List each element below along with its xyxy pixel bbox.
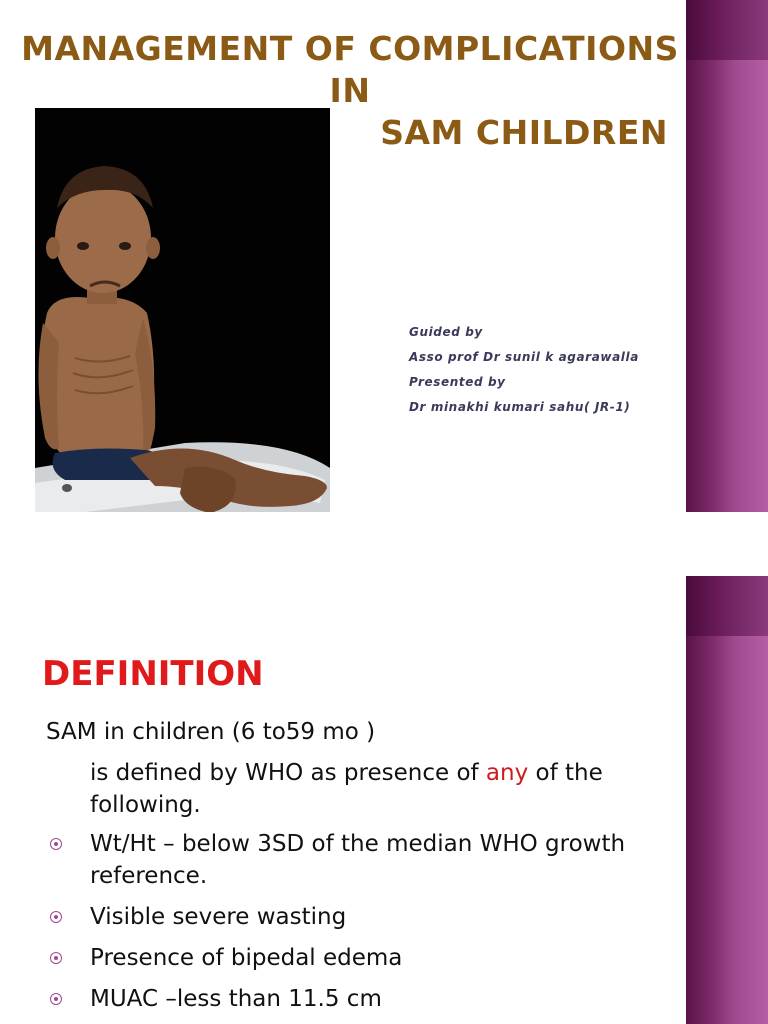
bullet-icon [50, 838, 62, 850]
list-item [46, 828, 646, 892]
credits-block [409, 320, 679, 420]
credit-line: Presented by [409, 375, 506, 389]
slide-gap [0, 512, 686, 576]
title-line-1: MANAGEMENT OF COMPLICATIONS IN [21, 29, 679, 110]
list-item-text: Presence of bipedal edema [90, 945, 403, 971]
credit-line: Guided by [409, 325, 483, 339]
definition-heading: DEFINITION [42, 654, 264, 694]
credit-line: Dr minakhi kumari sahu( JR-1) [409, 400, 631, 414]
title-line-2: SAM CHILDREN [380, 113, 668, 152]
definition-intro: SAM in children (6 to59 mo ) [46, 719, 376, 745]
list-item-text: Visible severe wasting [90, 904, 347, 930]
list-item [46, 901, 646, 933]
list-item-text: Wt/Ht – below 3SD of the median WHO growth reference. [90, 831, 626, 889]
decorative-sidebar [686, 0, 768, 512]
decorative-sidebar [686, 576, 768, 1024]
slide-definition [0, 576, 768, 1024]
bullet-icon [50, 911, 62, 923]
definition-statement [90, 757, 650, 821]
emphasis-any: any [485, 760, 529, 786]
criteria-list [46, 828, 646, 1024]
bullet-icon [50, 952, 62, 964]
credit-line: Asso prof Dr sunil k agarawalla [409, 350, 639, 364]
list-item-text: MUAC –less than 11.5 cm [90, 986, 382, 1012]
bullet-icon [50, 993, 62, 1005]
list-item [46, 942, 646, 974]
list-item [46, 983, 646, 1015]
malnourished-child-photo [35, 108, 330, 512]
statement-text: of the following. [90, 760, 603, 818]
statement-text: is defined by WHO as presence of [90, 760, 486, 786]
